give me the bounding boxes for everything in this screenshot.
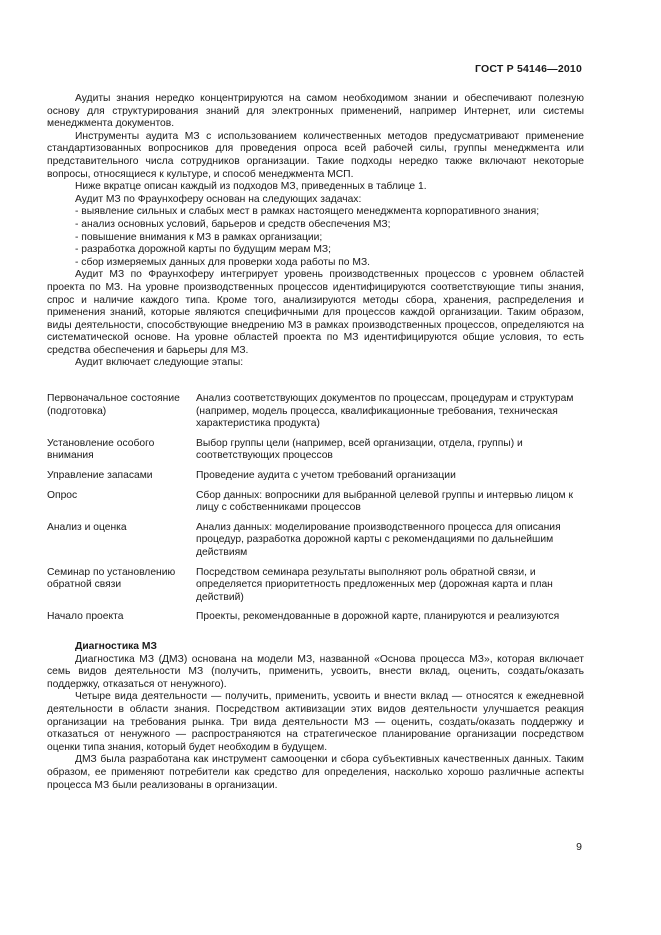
diagnostics-paragraph: Четыре вида деятельности — получить, применить, усвоить и внести вклад — относятся к ежедневной деятельности в области знания. Посредством активизации этих видов деятельности улучшается реакция организации на требования рынка. Три вида деятельности МЗ — оценить, создать/оказать поддержку и отказаться от ненужного — распространяются на стратегическое планирование организации посредством оценки типа знания, который будет необходим в будущем. — [47, 691, 584, 753]
table-row — [47, 522, 584, 560]
body-paragraph: Аудит включает следующие этапы: — [75, 357, 244, 369]
task-item: - разработка дорожной карты по будущим мерам МЗ; — [75, 244, 331, 256]
stage-name: Анализ и оценка — [47, 521, 127, 533]
stage-description: Посредством семинара результаты выполняют роль обратной связи, и определяется приоритетность предложенных мер (дорожная карта и план действий) — [196, 566, 553, 603]
audit-stages-table — [47, 393, 584, 624]
task-item: - повышение внимания к МЗ в рамках организации; — [75, 231, 323, 243]
task-item: - анализ основных условий, барьеров и средств обеспечения МЗ; — [75, 218, 391, 230]
task-item: - сбор измеряемых данных для проверки хода работы по МЗ. — [75, 256, 371, 268]
standard-header: ГОСТ Р 54146—2010 — [474, 63, 582, 75]
table-row — [47, 470, 584, 483]
stage-description: Проекты, рекомендованные в дорожной карте, планируются и реализуются — [196, 611, 560, 623]
stage-description: Проведение аудита с учетом требований организации — [196, 470, 456, 482]
stage-name: Установление особого внимания — [47, 437, 155, 462]
table-row — [47, 611, 584, 624]
section-heading: Диагностика МЗ — [75, 640, 157, 652]
stage-description: Выбор группы цели (например, всей организации, отдела, группы) и соответствующих процессов — [196, 437, 523, 462]
diagnostics-paragraph: ДМЗ была разработана как инструмент самооценки и сбора субъективных качественных данных. Таким образом, ее применяют потребители как средство для определения, насколько хорошо различные аспекты процесса МЗ были реализованы в организации. — [47, 754, 584, 791]
intro-paragraph: Аудит МЗ по Фраунхоферу основан на следующих задачах: — [75, 193, 362, 205]
table-row — [47, 490, 584, 515]
page-content — [47, 93, 584, 792]
stage-name: Управление запасами — [47, 470, 153, 482]
stage-description: Анализ данных: моделирование производственного процесса для описания процедур, разработка дорожной карты с рекомендациями по дальнейшим действиям — [196, 521, 561, 558]
intro-paragraph: Ниже вкратце описан каждый из подходов МЗ, приведенных в таблице 1. — [75, 181, 427, 193]
table-row — [47, 567, 584, 605]
stage-name: Начало проекта — [47, 611, 124, 623]
stage-description: Анализ соответствующих документов по процессам, процедурам и структурам (например, модель процесса, квалификационные требования, техническая характеристика продукта) — [196, 393, 574, 430]
stage-name: Первоначальное состояние (подготовка) — [47, 393, 180, 417]
page-number: 9 — [576, 841, 582, 853]
intro-paragraph: Инструменты аудита МЗ с использованием количественных методов предусматривают применение стандартизованных вопросников для проведения опроса всей рабочей силы, группы менеджмента или представительного числа сотрудников организации. Такие подходы нередко также включают некоторые вопросы, относящиеся к культуре, и способ менеджмента МСП. — [47, 130, 584, 180]
table-row — [47, 438, 584, 463]
task-item: - выявление сильных и слабых мест в рамках настоящего менеджмента корпоративного знания; — [75, 206, 540, 218]
stage-description: Сбор данных: вопросники для выбранной целевой группы и интервью лицом к лицу с собственниками процессов — [196, 489, 573, 514]
intro-paragraph: Аудиты знания нередко концентрируются на самом необходимом знании и обеспечивают полезную основу для структурирования знаний для электронных применений, например Интернет, или системы менеджмента документов. — [47, 93, 584, 130]
table-row — [47, 393, 584, 431]
stage-name: Семинар по установлению обратной связи — [47, 566, 176, 591]
diagnostics-paragraph: Диагностика МЗ (ДМЗ) основана на модели МЗ, названной «Основа процесса МЗ», которая включает семь видов деятельности МЗ (получить, применить, усвоить, внести вклад, оценить, создать/оказать поддержку, отказаться от ненужного). — [47, 653, 584, 690]
stage-name: Опрос — [47, 489, 78, 501]
body-paragraph: Аудит МЗ по Фраунхоферу интегрирует уровень производственных процессов с уровнем областей проекта по МЗ. На уровне производственных процессов идентифицируются соответствующие типы знания, спрос и наличие каждого типа. Кроме того, анализируются методы сбора, хранения, распределения и применения знаний, которые являются специфичными для процессов каждой организации. Таким образом, виды деятельности, способствующие внедрению МЗ в рамках производственных процессов, определяются на систематической основе. На уровне областей проекта по МЗ идентифицируются общие условия, то есть средства обеспечения и барьеры для МЗ. — [47, 269, 584, 356]
